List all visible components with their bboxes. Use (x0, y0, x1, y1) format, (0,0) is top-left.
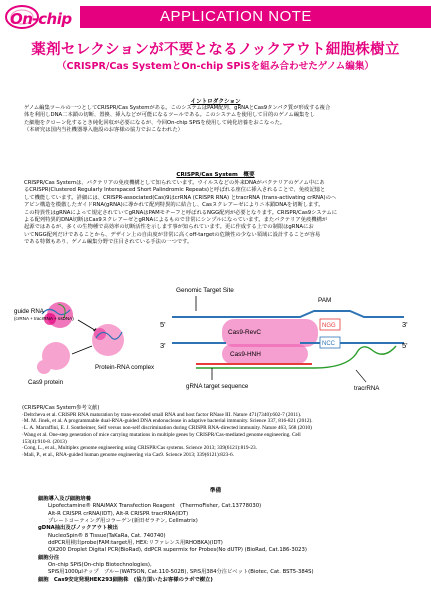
three-prime-bottom: 5' (402, 341, 408, 350)
overview-line: である特徴もあり、ゲノム編集分野で注目されている手法の一つです。 (24, 239, 193, 246)
overview-line: この特異性はgRNAによって規定されていてgRNAはPAMモチーフと呼ばれるNGG配列が必要となります。CRISPR/Cas9システムに (24, 209, 338, 216)
prep-list (38, 496, 418, 584)
grna-target-label: gRNA target sequence (186, 383, 249, 390)
tracrrna-label: tracrRNA (354, 385, 380, 392)
genomic-target-site-text: Genomic Target Site (176, 287, 234, 294)
prep-line: SPiS用1000μlチップ ブルー(WATSON, Cat.110-502B), SPiS用384分注ビベット(Biotec, Cat. BST5-384S) (48, 569, 314, 576)
tracrrna-pointer (356, 370, 366, 382)
header-title: APPLICATION NOTE (160, 8, 312, 25)
ngg-label: NGG (322, 323, 336, 329)
header (0, 0, 431, 32)
prep-line: 細胞導入及び細胞培養 (38, 496, 91, 502)
cas9-revc-label: Cas9-RevC (228, 329, 262, 336)
ncc-label: NCC (322, 341, 335, 347)
intro-line: ゲノム編集ツールの一つとしてCRISPR/Cas Systemがある。このシステムはPAM配列、gRNAとCas9タンパク質が形成する複合 (24, 105, 331, 111)
logo-text: On-chip (10, 10, 72, 28)
on-chip-logo (4, 4, 78, 30)
overview-line: よる配列特異的DNA切断はCas9ヌクレアーゼとgRNAによるもので非常にシンプルになっています。またバクテリア免疫機構が (24, 217, 328, 224)
cas9-protein-label: Cas9 protein (28, 379, 64, 386)
reference-item: ·Deltcheva et al. CRISPR RNA maturation by trans-encoded small RNA and host factor RNase III. Nature 471(7340):602-7 (2011). (22, 411, 302, 418)
overview-line: して機能しています。詳細には、CRISPR-associated(Cas)9はcrRNA (CRISPR RNA) とtracrRNA (trans-activating crRNA)のヘ (24, 194, 337, 201)
top-dna-strand (172, 311, 404, 317)
genomic-target-site-label (176, 287, 234, 294)
guide-rna-sub-label: (crRNA + tracrRNA + ssDNA) (14, 316, 74, 321)
intro-line: た細胞をクローン化するとき純化回収が必要になるが、今回On-chip SPiSを使用して純化培養をおこなった。 (24, 119, 286, 126)
reference-item: ·L. A. Marraffini, E. J. Sontheimer, Self versus non-self discrimination during CRISPR RNA-directed immunity. Nature 463, 568 (2010) (22, 425, 312, 432)
overview-heading: CRISPR/Cas System 概要 (176, 172, 255, 178)
reference-item: ·Wang et al. One-step generation of mice carrying mutations in multiple genes by CRISPR/Cas-mediated genome engineering. Cell (22, 431, 301, 438)
overview-line: アピン構造を模倣したガイドRNA(gRNA)に導かれて配列特異的に結合し、Casヌクレアーゼによりニ本鎖DNAを切断します。 (24, 202, 324, 209)
overview-line: CRISPR/Cas Systemは、バクテリアの免疫機構として知られています。ウイルスなどの外来DNAがバクテリアのゲノム中にあ (24, 180, 325, 186)
page-subtitle: （CRISPR/Cas SystemとOn-chip SPiSを組み合わせたゲノム編集） (56, 61, 375, 72)
crispr-diagram (0, 284, 431, 404)
prep-line: gDNA抽出及びノックアウト検出 (38, 525, 118, 532)
overview-line: いてNGG配列だけであることから、デザイン上の自由度が非常に高くoff-targetの危険性の少ない領域に設計することが容易 (24, 231, 321, 238)
prep-line: Alt-R CRISPR crRNA(IDT), Alt-R CRISPR tracrRNA(IDT) (48, 510, 189, 517)
reference-item: ·Cong, L., et al., Multiplex genome engineering using CRISPR/Cas systems. Science 2013; 339(6121):819-23. (22, 445, 257, 452)
arrow-to-complex-2 (72, 346, 92, 354)
five-prime-top: 5' (160, 320, 166, 329)
three-prime-top: 3' (402, 320, 408, 329)
page-title: 薬剤セレクションが不要となるノックアウト細胞株樹立 (31, 42, 400, 58)
prep-line: On-chip SPiS(On-chip Biotechnologies), (48, 562, 152, 569)
references (22, 405, 417, 459)
protein-rna-complex-label: Protein-RNA complex (95, 364, 155, 371)
reference-item: ·Mali, P., et al., RNA-guided human genome engineering via Cas9. Science 2013; 339(6121):823-6. (22, 451, 234, 458)
overview-line: 起源ではあるが、多くの生物種で高効率の切断活性を示します事が知られています。更に作成する上での制限はgRNAにお (24, 224, 314, 231)
references-heading: (CRISPR/Cas System参考文献) (22, 405, 100, 411)
intro-heading: イントロダクション (190, 99, 241, 105)
prep-line: Lipofectamine® RNAiMAX Transfection Reagent (ThermoFisher, Cat.13778030) (48, 503, 262, 510)
intro-paragraph (24, 105, 411, 135)
guide-rna-graphic (42, 302, 73, 328)
five-prime-bottom: 3' (160, 341, 166, 350)
prep-line: QX200 Droplet Digital PCR(BioRad), ddPCR supermix for Probes(No dUTP) (BioRad, Cat.186-3023) (48, 547, 307, 554)
prep-line: 細胞分注 (38, 554, 60, 561)
prep-heading: 準備 (209, 488, 222, 494)
cas9-hnh-label: Cas9-HNH (230, 351, 261, 358)
prep-line: 細胞 Cas9安定発現HEK293細胞株 (協力頂いたお客様のラボで樹立) (38, 576, 213, 583)
cas9-protein-graphic (37, 342, 70, 374)
intro-line: 体を利用しDNA二本鎖の切断、置換、挿入などが可能になるツールである。このシステムを使用して目的のゲノム編集をし (24, 112, 315, 119)
overview-paragraph (24, 180, 411, 247)
guide-rna-label: guide RNA (14, 308, 44, 315)
prep-line: ddPCR用検出probe(FAM:target用, HEX:リファレンス用RHOBKA)(IDT) (48, 540, 223, 547)
prep-line: プレートコーティング用コラーゲン(新田ゼラチン, Cellmatrix) (48, 518, 198, 525)
reference-item: 153(4):910-8. (2013) (22, 438, 67, 445)
prep-line: NucleoSpin® 8 Tissue(TaKaRa, Cat. 740740) (48, 532, 166, 539)
protein-rna-complex-graphic (92, 324, 124, 356)
pam-label: PAM (318, 297, 332, 304)
overview-line: るCRISPR(Clustered Regularly Interspaced Short Palindromic Repeats)と呼ばれる座位に挿入されることで、免疫記憶と (24, 187, 326, 194)
intro-line: （本研究は国内当社機器導入施設のお客様の協力でおこなわれた） (24, 127, 183, 134)
reference-item: ·M. M. Jinek, et al. A programmable dual-RNA-guided DNA endonuclease in adaptive bacterial immunity. Science 337, 816-821 (2012). (22, 418, 313, 425)
